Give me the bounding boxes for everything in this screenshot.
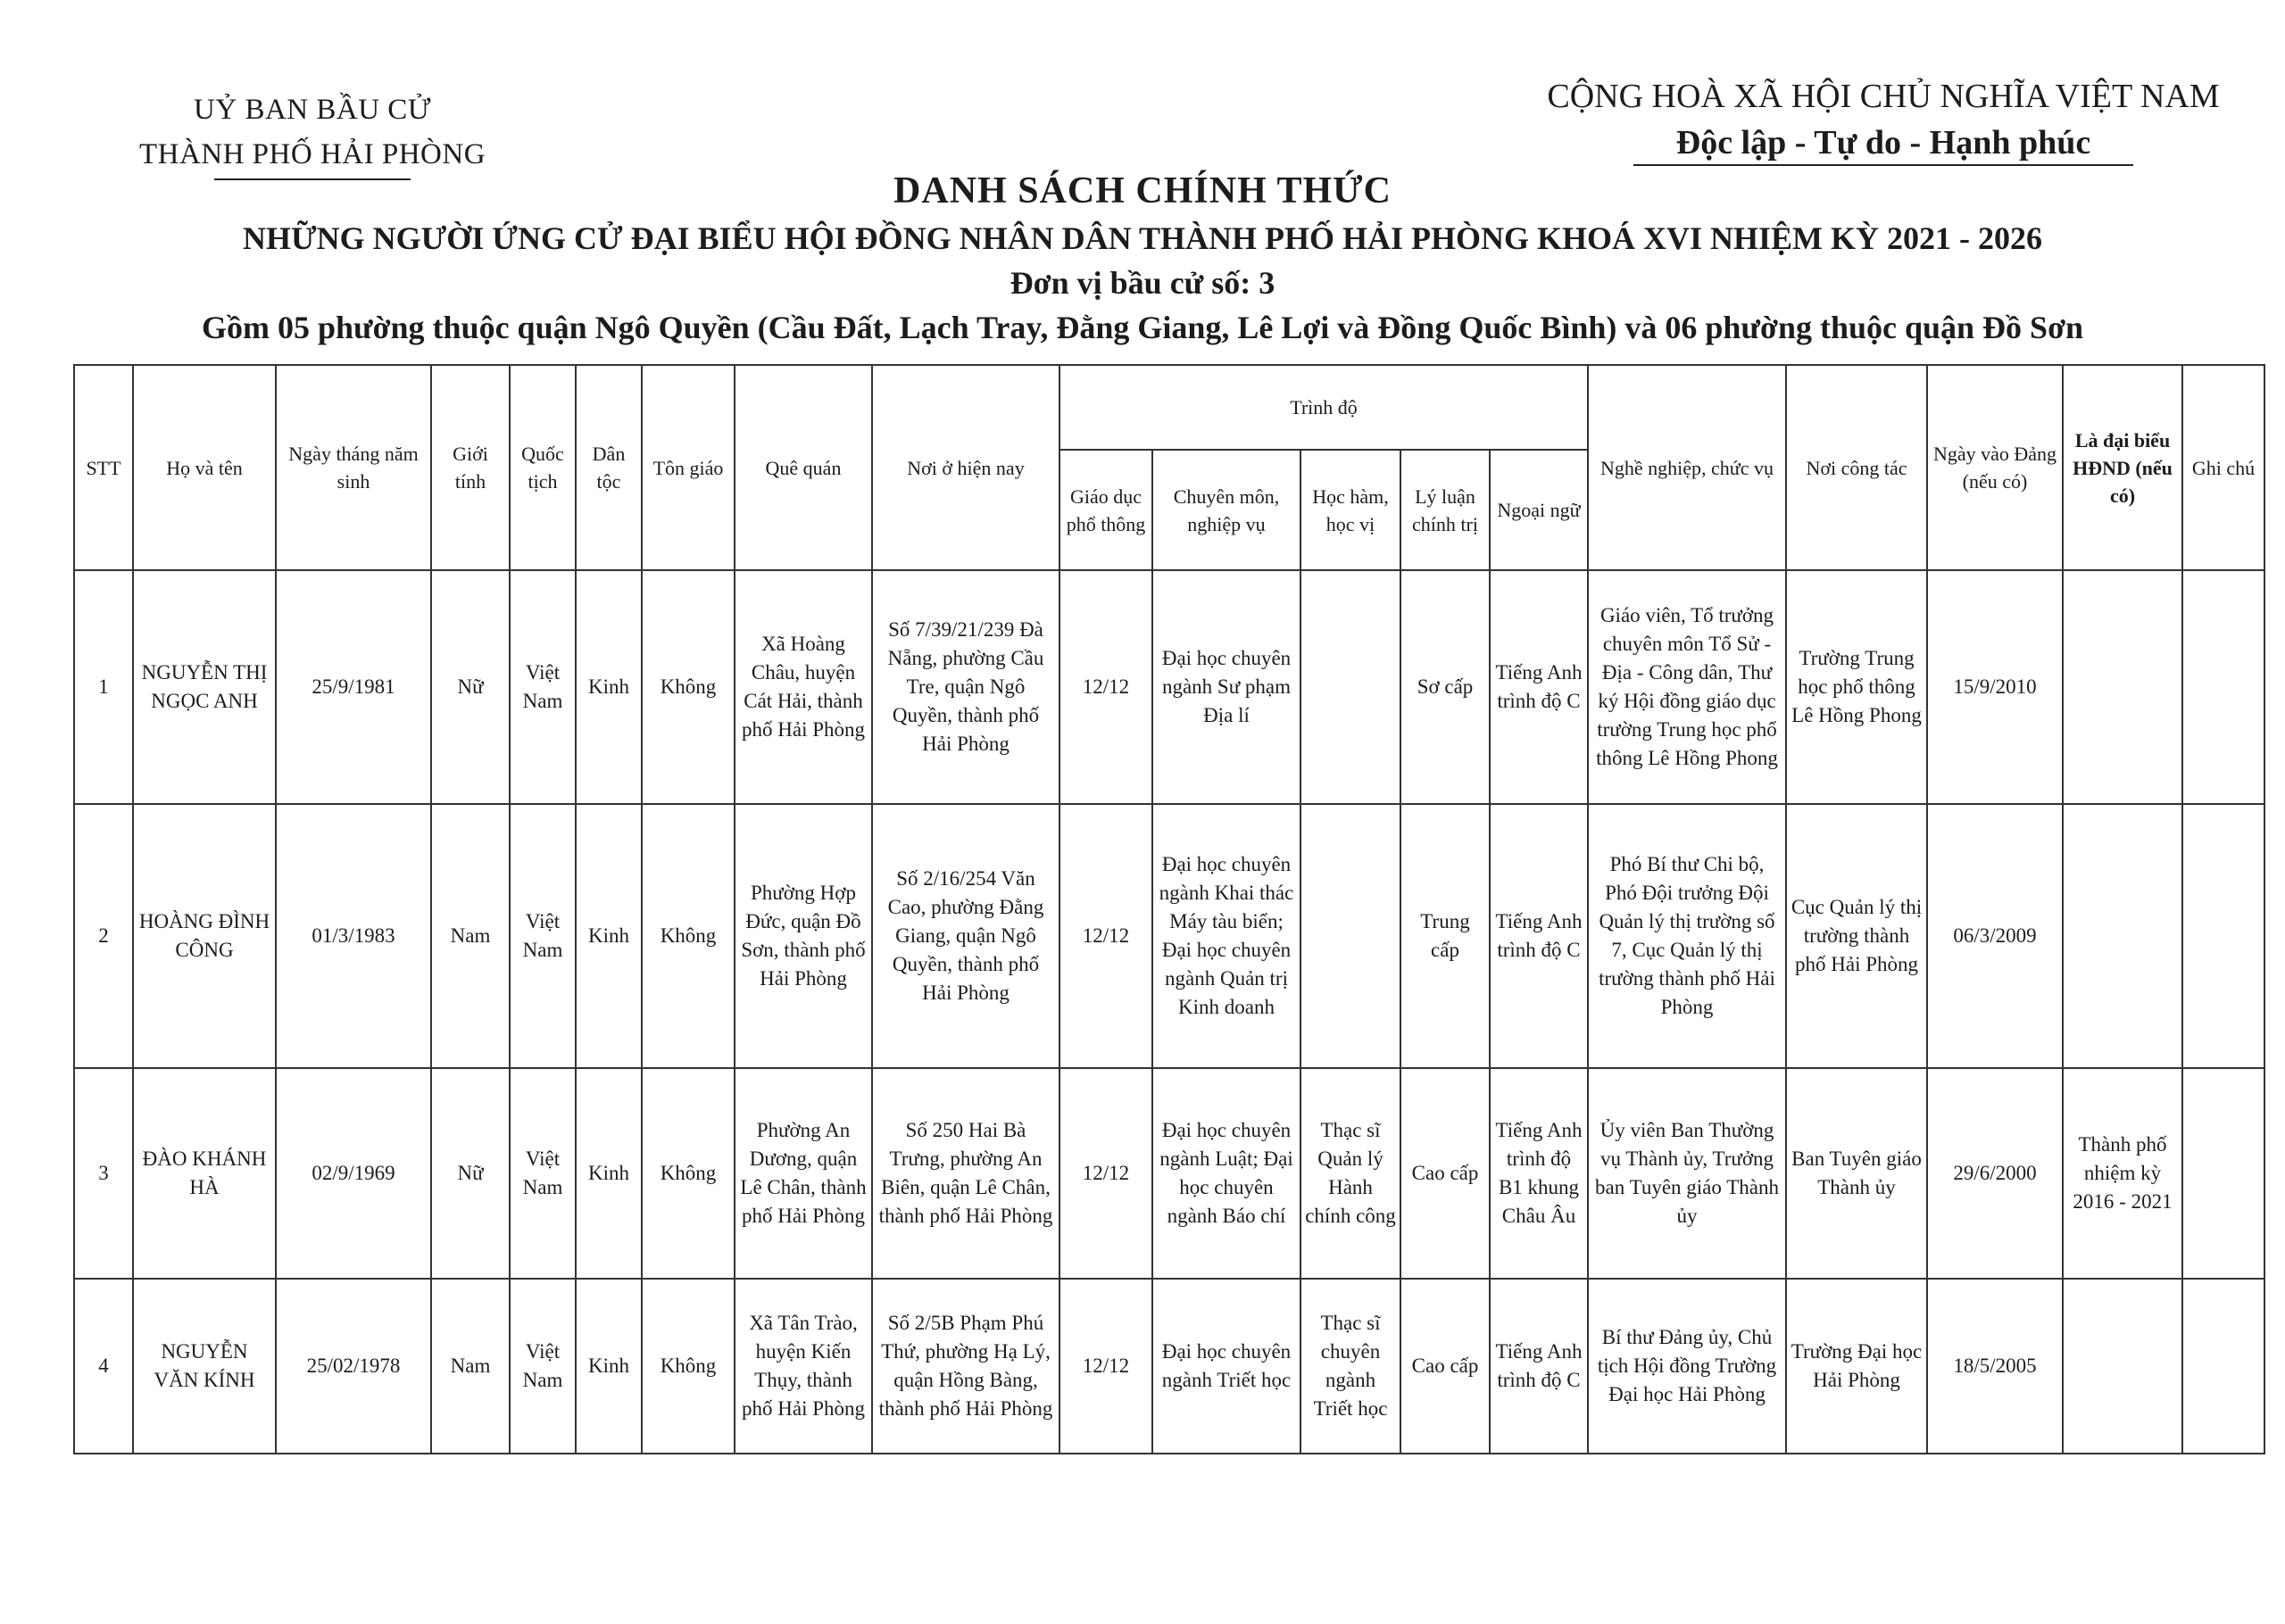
cell-residence: Số 250 Hai Bà Trưng, phường An Biên, quận Lê Chân, thành phố Hải Phòng [872,1068,1059,1279]
cell-notes [2182,804,2264,1068]
cell-hometown: Xã Hoàng Châu, huyện Cát Hải, thành phố Hải Phòng [735,570,872,804]
cell-general-edu: 12/12 [1059,1279,1152,1454]
cell-political: Cao cấp [1400,1279,1490,1454]
cell-hdnd: Thành phố nhiệm kỳ 2016 - 2021 [2063,1068,2182,1279]
cell-academic: Thạc sĩ Quản lý Hành chính công [1300,1068,1400,1279]
cell-dob: 01/3/1983 [276,804,431,1068]
header-language: Ngoại ngữ [1490,450,1588,570]
cell-residence: Số 2/5B Phạm Phú Thứ, phường Hạ Lý, quận Hồng Bàng, thành phố Hải Phòng [872,1279,1059,1454]
cell-ethnicity: Kinh [576,1068,642,1279]
cell-notes [2182,1279,2264,1454]
header-residence: Nơi ở hiện nay [872,365,1059,570]
header-row-top [74,365,2264,450]
cell-dob: 02/9/1969 [276,1068,431,1279]
header-gender: Giới tính [431,365,510,570]
cell-nationality: Việt Nam [510,1068,576,1279]
cell-ethnicity: Kinh [576,1279,642,1454]
cell-hometown: Phường Hợp Đức, quận Đồ Sơn, thành phố Hải Phòng [735,804,872,1068]
cell-general-edu: 12/12 [1059,570,1152,804]
cell-religion: Không [642,570,735,804]
cell-stt: 1 [74,570,133,804]
cell-stt: 2 [74,804,133,1068]
cell-residence: Số 7/39/21/239 Đà Nẵng, phường Cầu Tre, quận Ngô Quyền, thành phố Hải Phòng [872,570,1059,804]
electoral-unit: Đơn vị bầu cử số: 3 [1010,265,1275,301]
cell-party-date: 06/3/2009 [1927,804,2063,1068]
cell-academic [1300,570,1400,804]
committee-name-line2: THÀNH PHỐ HẢI PHÒNG [138,138,486,170]
document-subtitle: NHỮNG NGƯỜI ỨNG CỬ ĐẠI BIỂU HỘI ĐỒNG NHÂN DÂN THÀNH PHỐ HẢI PHÒNG KHOÁ XVI NHIỆM KỲ 2021 - 2026 [242,220,2043,256]
header-religion: Tôn giáo [642,365,735,570]
cell-occupation: Ủy viên Ban Thường vụ Thành ủy, Trưởng ban Tuyên giáo Thành ủy [1588,1068,1786,1279]
cell-name: NGUYỄN VĂN KÍNH [133,1279,276,1454]
candidates-table [73,364,2265,1454]
cell-workplace: Cục Quản lý thị trường thành phố Hải Phòng [1786,804,1927,1068]
header-nationality: Quốc tịch [510,365,576,570]
cell-dob: 25/9/1981 [276,570,431,804]
header-general-edu: Giáo dục phổ thông [1059,450,1152,570]
cell-language: Tiếng Anh trình độ C [1490,1279,1588,1454]
header-hdnd: Là đại biểu HĐND (nếu có) [2063,365,2182,570]
cell-academic [1300,804,1400,1068]
cell-hometown: Xã Tân Trào, huyện Kiến Thụy, thành phố Hải Phòng [735,1279,872,1454]
cell-party-date: 15/9/2010 [1927,570,2063,804]
cell-language: Tiếng Anh trình độ C [1490,804,1588,1068]
cell-hdnd [2063,804,2182,1068]
cell-occupation: Bí thư Đảng ủy, Chủ tịch Hội đồng Trường Đại học Hải Phòng [1588,1279,1786,1454]
header-workplace: Nơi công tác [1786,365,1927,570]
cell-hometown: Phường An Dương, quận Lê Chân, thành phố Hải Phòng [735,1068,872,1279]
cell-hdnd [2063,570,2182,804]
cell-language: Tiếng Anh trình độ B1 khung Châu Âu [1490,1068,1588,1279]
national-header [1517,73,2249,166]
header-specialty: Chuyên môn, nghiệp vụ [1152,450,1300,570]
cell-political: Sơ cấp [1400,570,1490,804]
cell-general-edu: 12/12 [1059,1068,1152,1279]
cell-gender: Nữ [431,1068,510,1279]
cell-academic: Thạc sĩ chuyên ngành Triết học [1300,1279,1400,1454]
header-ethnicity: Dân tộc [576,365,642,570]
table-row [74,1279,2264,1454]
cell-dob: 25/02/1978 [276,1279,431,1454]
cell-stt: 3 [74,1068,133,1279]
cell-workplace: Ban Tuyên giáo Thành ủy [1786,1068,1927,1279]
header-party-date: Ngày vào Đảng (nếu có) [1927,365,2063,570]
cell-workplace: Trường Trung học phổ thông Lê Hồng Phong [1786,570,1927,804]
electoral-scope: Gồm 05 phường thuộc quận Ngô Quyền (Cầu Đất, Lạch Tray, Đằng Giang, Lê Lợi và Đồng Quốc Bình) và 06 phường thuộc quận Đồ Sơn [201,310,2084,345]
table-row [74,1068,2264,1279]
cell-gender: Nữ [431,570,510,804]
cell-nationality: Việt Nam [510,804,576,1068]
cell-specialty: Đại học chuyên ngành Triết học [1152,1279,1300,1454]
committee-name-line1: UỶ BAN BẦU CỬ [194,94,431,126]
cell-ethnicity: Kinh [576,570,642,804]
header-name: Họ và tên [133,365,276,570]
cell-religion: Không [642,1068,735,1279]
cell-nationality: Việt Nam [510,1279,576,1454]
cell-general-edu: 12/12 [1059,804,1152,1068]
document-titles [0,166,2285,350]
cell-ethnicity: Kinh [576,804,642,1068]
cell-notes [2182,1068,2264,1279]
table-row [74,570,2264,804]
cell-occupation: Phó Bí thư Chi bộ, Phó Đội trưởng Đội Quản lý thị trường số 7, Cục Quản lý thị trường thành phố Hải Phòng [1588,804,1786,1068]
cell-gender: Nam [431,1279,510,1454]
cell-name: ĐÀO KHÁNH HÀ [133,1068,276,1279]
cell-name: HOÀNG ĐÌNH CÔNG [133,804,276,1068]
cell-residence: Số 2/16/254 Văn Cao, phường Đằng Giang, quận Ngô Quyền, thành phố Hải Phòng [872,804,1059,1068]
country-name: CỘNG HOÀ XÃ HỘI CHỦ NGHĨA VIỆT NAM [1547,78,2220,115]
cell-hdnd [2063,1279,2182,1454]
cell-political: Cao cấp [1400,1068,1490,1279]
cell-workplace: Trường Đại học Hải Phòng [1786,1279,1927,1454]
cell-party-date: 18/5/2005 [1927,1279,2063,1454]
cell-specialty: Đại học chuyên ngành Sư phạm Địa lí [1152,570,1300,804]
cell-stt: 4 [74,1279,133,1454]
table-row [74,804,2264,1068]
cell-specialty: Đại học chuyên ngành Luật; Đại học chuyên ngành Báo chí [1152,1068,1300,1279]
cell-religion: Không [642,1279,735,1454]
header-dob: Ngày tháng năm sinh [276,365,431,570]
cell-party-date: 29/6/2000 [1927,1068,2063,1279]
cell-specialty: Đại học chuyên ngành Khai thác Máy tàu biển; Đại học chuyên ngành Quản trị Kinh doanh [1152,804,1300,1068]
national-motto: Độc lập - Tự do - Hạnh phúc [1675,124,2091,162]
cell-occupation: Giáo viên, Tổ trưởng chuyên môn Tổ Sử - Địa - Công dân, Thư ký Hội đồng giáo dục trường Trung học phổ thông Lê Hồng Phong [1588,570,1786,804]
document-title: DANH SÁCH CHÍNH THỨC [893,170,1392,211]
cell-notes [2182,570,2264,804]
cell-language: Tiếng Anh trình độ C [1490,570,1588,804]
header-stt: STT [74,365,133,570]
cell-nationality: Việt Nam [510,570,576,804]
header-occupation: Nghề nghiệp, chức vụ [1588,365,1786,570]
header-education-group: Trình độ [1059,365,1588,450]
header-notes: Ghi chú [2182,365,2264,570]
cell-political: Trung cấp [1400,804,1490,1068]
header-hometown: Quê quán [735,365,872,570]
cell-name: NGUYỄN THỊ NGỌC ANH [133,570,276,804]
cell-gender: Nam [431,804,510,1068]
header-academic: Học hàm, học vị [1300,450,1400,570]
cell-religion: Không [642,804,735,1068]
header-political: Lý luận chính trị [1400,450,1490,570]
